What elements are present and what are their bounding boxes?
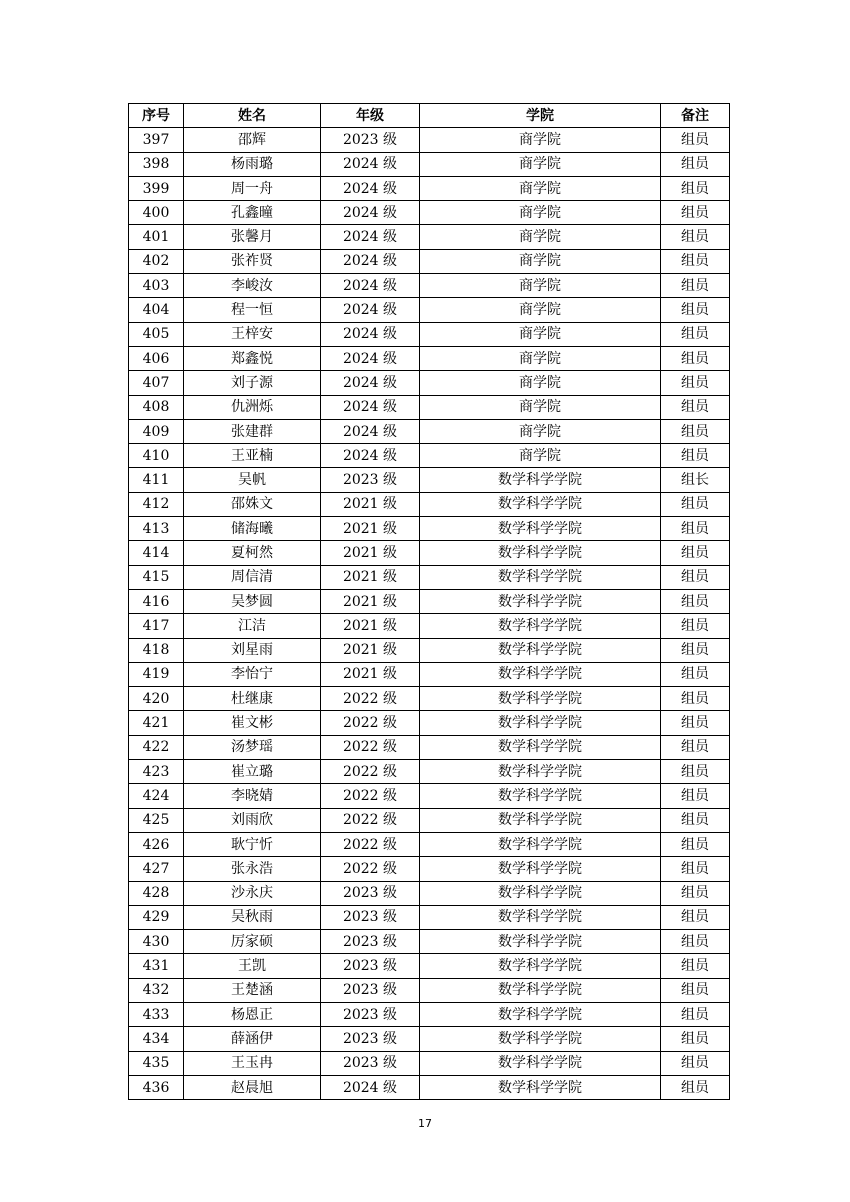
cell-name: 张祚贤	[184, 249, 321, 273]
cell-seq: 398	[129, 152, 184, 176]
cell-name: 孔鑫曈	[184, 201, 321, 225]
cell-seq: 427	[129, 857, 184, 881]
cell-name: 王凯	[184, 954, 321, 978]
header-seq: 序号	[129, 104, 184, 128]
cell-name: 赵晨旭	[184, 1075, 321, 1099]
cell-college: 商学院	[420, 201, 661, 225]
cell-note: 组员	[661, 930, 730, 954]
cell-name: 张建群	[184, 419, 321, 443]
table-row	[129, 735, 730, 759]
cell-seq: 416	[129, 589, 184, 613]
cell-grade: 2024 级	[321, 346, 420, 370]
cell-name: 程一恒	[184, 298, 321, 322]
cell-note: 组员	[661, 857, 730, 881]
cell-college: 数学科学学院	[420, 735, 661, 759]
cell-seq: 408	[129, 395, 184, 419]
cell-grade: 2022 级	[321, 857, 420, 881]
cell-seq: 415	[129, 565, 184, 589]
cell-grade: 2022 级	[321, 832, 420, 856]
cell-college: 数学科学学院	[420, 1051, 661, 1075]
cell-seq: 411	[129, 468, 184, 492]
cell-college: 商学院	[420, 225, 661, 249]
table-row	[129, 784, 730, 808]
cell-note: 组员	[661, 565, 730, 589]
table-row	[129, 346, 730, 370]
table-row	[129, 857, 730, 881]
cell-note: 组员	[661, 128, 730, 152]
cell-note: 组员	[661, 492, 730, 516]
cell-college: 商学院	[420, 176, 661, 200]
cell-name: 吴帆	[184, 468, 321, 492]
cell-note: 组员	[661, 614, 730, 638]
cell-name: 周信清	[184, 565, 321, 589]
cell-grade: 2021 级	[321, 662, 420, 686]
cell-name: 邵姝文	[184, 492, 321, 516]
cell-grade: 2021 级	[321, 589, 420, 613]
cell-seq: 399	[129, 176, 184, 200]
cell-note: 组员	[661, 249, 730, 273]
cell-name: 仇洲烁	[184, 395, 321, 419]
table-row	[129, 468, 730, 492]
cell-note: 组员	[661, 954, 730, 978]
cell-seq: 397	[129, 128, 184, 152]
header-college: 学院	[420, 104, 661, 128]
cell-name: 杜继康	[184, 687, 321, 711]
cell-grade: 2024 级	[321, 152, 420, 176]
cell-grade: 2021 级	[321, 638, 420, 662]
cell-note: 组员	[661, 687, 730, 711]
cell-grade: 2024 级	[321, 225, 420, 249]
cell-grade: 2022 级	[321, 760, 420, 784]
cell-grade: 2023 级	[321, 1027, 420, 1051]
cell-seq: 430	[129, 930, 184, 954]
cell-college: 数学科学学院	[420, 468, 661, 492]
table-row	[129, 322, 730, 346]
cell-grade: 2023 级	[321, 930, 420, 954]
cell-grade: 2023 级	[321, 881, 420, 905]
cell-grade: 2022 级	[321, 711, 420, 735]
cell-college: 数学科学学院	[420, 565, 661, 589]
cell-seq: 425	[129, 808, 184, 832]
cell-college: 商学院	[420, 419, 661, 443]
cell-note: 组员	[661, 978, 730, 1002]
cell-college: 商学院	[420, 274, 661, 298]
table-row	[129, 930, 730, 954]
cell-name: 吴秋雨	[184, 905, 321, 929]
cell-grade: 2021 级	[321, 517, 420, 541]
table-row	[129, 371, 730, 395]
cell-name: 杨雨璐	[184, 152, 321, 176]
cell-seq: 400	[129, 201, 184, 225]
cell-college: 数学科学学院	[420, 638, 661, 662]
cell-seq: 434	[129, 1027, 184, 1051]
table-row	[129, 249, 730, 273]
table-row	[129, 638, 730, 662]
cell-seq: 421	[129, 711, 184, 735]
cell-seq: 435	[129, 1051, 184, 1075]
cell-seq: 406	[129, 346, 184, 370]
cell-seq: 409	[129, 419, 184, 443]
cell-note: 组员	[661, 176, 730, 200]
cell-name: 厉家硕	[184, 930, 321, 954]
cell-college: 数学科学学院	[420, 517, 661, 541]
table-row	[129, 954, 730, 978]
cell-grade: 2024 级	[321, 419, 420, 443]
header-row	[129, 104, 730, 128]
cell-college: 数学科学学院	[420, 832, 661, 856]
cell-note: 组员	[661, 711, 730, 735]
cell-note: 组员	[661, 395, 730, 419]
cell-college: 商学院	[420, 152, 661, 176]
cell-grade: 2022 级	[321, 808, 420, 832]
table-row	[129, 128, 730, 152]
table-row	[129, 1027, 730, 1051]
cell-note: 组员	[661, 784, 730, 808]
cell-seq: 423	[129, 760, 184, 784]
cell-seq: 436	[129, 1075, 184, 1099]
cell-seq: 414	[129, 541, 184, 565]
table-row	[129, 978, 730, 1002]
cell-name: 刘子源	[184, 371, 321, 395]
table-row	[129, 662, 730, 686]
cell-grade: 2024 级	[321, 298, 420, 322]
cell-note: 组员	[661, 1075, 730, 1099]
cell-grade: 2023 级	[321, 954, 420, 978]
cell-note: 组员	[661, 832, 730, 856]
cell-note: 组员	[661, 808, 730, 832]
cell-college: 商学院	[420, 249, 661, 273]
cell-name: 刘雨欣	[184, 808, 321, 832]
cell-college: 商学院	[420, 346, 661, 370]
cell-name: 储海曦	[184, 517, 321, 541]
cell-name: 邵辉	[184, 128, 321, 152]
cell-seq: 410	[129, 444, 184, 468]
cell-seq: 426	[129, 832, 184, 856]
cell-name: 刘星雨	[184, 638, 321, 662]
cell-seq: 402	[129, 249, 184, 273]
cell-name: 崔立璐	[184, 760, 321, 784]
cell-college: 数学科学学院	[420, 930, 661, 954]
cell-name: 张永浩	[184, 857, 321, 881]
table-row	[129, 1051, 730, 1075]
cell-seq: 401	[129, 225, 184, 249]
table-row	[129, 808, 730, 832]
cell-note: 组员	[661, 638, 730, 662]
cell-grade: 2024 级	[321, 274, 420, 298]
cell-seq: 413	[129, 517, 184, 541]
cell-college: 商学院	[420, 128, 661, 152]
cell-college: 数学科学学院	[420, 905, 661, 929]
cell-seq: 433	[129, 1002, 184, 1026]
cell-seq: 417	[129, 614, 184, 638]
table-row	[129, 274, 730, 298]
cell-college: 数学科学学院	[420, 614, 661, 638]
table-header	[129, 104, 730, 128]
cell-seq: 412	[129, 492, 184, 516]
cell-note: 组员	[661, 662, 730, 686]
cell-seq: 428	[129, 881, 184, 905]
cell-note: 组员	[661, 1051, 730, 1075]
cell-college: 商学院	[420, 444, 661, 468]
member-table	[128, 103, 730, 1100]
cell-seq: 405	[129, 322, 184, 346]
cell-grade: 2022 级	[321, 735, 420, 759]
table-row	[129, 565, 730, 589]
cell-college: 数学科学学院	[420, 492, 661, 516]
cell-name: 王梓安	[184, 322, 321, 346]
cell-college: 数学科学学院	[420, 1002, 661, 1026]
cell-college: 数学科学学院	[420, 687, 661, 711]
cell-note: 组员	[661, 589, 730, 613]
table-row	[129, 152, 730, 176]
cell-name: 李峻汝	[184, 274, 321, 298]
cell-seq: 420	[129, 687, 184, 711]
cell-seq: 422	[129, 735, 184, 759]
cell-name: 夏柯然	[184, 541, 321, 565]
cell-college: 数学科学学院	[420, 1075, 661, 1099]
cell-grade: 2024 级	[321, 176, 420, 200]
table-row	[129, 832, 730, 856]
cell-grade: 2023 级	[321, 128, 420, 152]
cell-college: 数学科学学院	[420, 1027, 661, 1051]
header-name: 姓名	[184, 104, 321, 128]
cell-seq: 429	[129, 905, 184, 929]
table-row	[129, 395, 730, 419]
table-body	[129, 128, 730, 1100]
cell-note: 组员	[661, 760, 730, 784]
cell-note: 组员	[661, 541, 730, 565]
cell-grade: 2024 级	[321, 201, 420, 225]
cell-seq: 419	[129, 662, 184, 686]
cell-college: 商学院	[420, 322, 661, 346]
cell-grade: 2021 级	[321, 614, 420, 638]
cell-college: 数学科学学院	[420, 808, 661, 832]
cell-note: 组员	[661, 298, 730, 322]
cell-note: 组员	[661, 371, 730, 395]
cell-note: 组员	[661, 735, 730, 759]
cell-note: 组员	[661, 152, 730, 176]
cell-seq: 407	[129, 371, 184, 395]
cell-seq: 403	[129, 274, 184, 298]
table-row	[129, 298, 730, 322]
cell-seq: 404	[129, 298, 184, 322]
page-number: 17	[418, 1117, 432, 1130]
cell-grade: 2024 级	[321, 322, 420, 346]
cell-seq: 432	[129, 978, 184, 1002]
cell-grade: 2023 级	[321, 1002, 420, 1026]
cell-name: 周一舟	[184, 176, 321, 200]
cell-note: 组员	[661, 225, 730, 249]
cell-college: 数学科学学院	[420, 881, 661, 905]
table-row	[129, 1075, 730, 1099]
table-row	[129, 176, 730, 200]
cell-name: 江洁	[184, 614, 321, 638]
cell-grade: 2021 级	[321, 541, 420, 565]
cell-college: 数学科学学院	[420, 662, 661, 686]
cell-note: 组员	[661, 881, 730, 905]
cell-grade: 2022 级	[321, 784, 420, 808]
header-note: 备注	[661, 104, 730, 128]
cell-grade: 2023 级	[321, 905, 420, 929]
cell-note: 组员	[661, 517, 730, 541]
cell-name: 崔文彬	[184, 711, 321, 735]
table-row	[129, 517, 730, 541]
cell-name: 沙永庆	[184, 881, 321, 905]
cell-name: 李怡宁	[184, 662, 321, 686]
cell-name: 吴梦圆	[184, 589, 321, 613]
cell-name: 杨恩正	[184, 1002, 321, 1026]
cell-name: 李晓婧	[184, 784, 321, 808]
table-row	[129, 881, 730, 905]
cell-grade: 2024 级	[321, 371, 420, 395]
cell-name: 张馨月	[184, 225, 321, 249]
cell-college: 数学科学学院	[420, 857, 661, 881]
table-row	[129, 760, 730, 784]
cell-name: 汤梦瑶	[184, 735, 321, 759]
cell-college: 商学院	[420, 371, 661, 395]
cell-college: 商学院	[420, 395, 661, 419]
cell-note: 组员	[661, 201, 730, 225]
cell-college: 数学科学学院	[420, 711, 661, 735]
cell-college: 数学科学学院	[420, 784, 661, 808]
table-row	[129, 419, 730, 443]
cell-grade: 2024 级	[321, 1075, 420, 1099]
cell-seq: 424	[129, 784, 184, 808]
cell-note: 组员	[661, 1027, 730, 1051]
cell-note: 组员	[661, 322, 730, 346]
cell-note: 组长	[661, 468, 730, 492]
cell-college: 数学科学学院	[420, 978, 661, 1002]
table-row	[129, 687, 730, 711]
cell-college: 数学科学学院	[420, 541, 661, 565]
cell-note: 组员	[661, 444, 730, 468]
cell-name: 耿宁忻	[184, 832, 321, 856]
cell-name: 薛涵伊	[184, 1027, 321, 1051]
cell-name: 王楚涵	[184, 978, 321, 1002]
cell-seq: 418	[129, 638, 184, 662]
cell-grade: 2021 级	[321, 492, 420, 516]
table-row	[129, 541, 730, 565]
cell-grade: 2024 级	[321, 395, 420, 419]
cell-note: 组员	[661, 274, 730, 298]
cell-grade: 2023 级	[321, 978, 420, 1002]
table-row	[129, 614, 730, 638]
cell-college: 数学科学学院	[420, 954, 661, 978]
table-row	[129, 589, 730, 613]
cell-grade: 2023 级	[321, 1051, 420, 1075]
table-row	[129, 711, 730, 735]
cell-grade: 2022 级	[321, 687, 420, 711]
cell-college: 数学科学学院	[420, 760, 661, 784]
cell-grade: 2021 级	[321, 565, 420, 589]
table-row	[129, 492, 730, 516]
cell-grade: 2023 级	[321, 468, 420, 492]
cell-note: 组员	[661, 905, 730, 929]
table-row	[129, 1002, 730, 1026]
table-row	[129, 444, 730, 468]
cell-college: 数学科学学院	[420, 589, 661, 613]
cell-grade: 2024 级	[321, 249, 420, 273]
cell-note: 组员	[661, 419, 730, 443]
table-row	[129, 905, 730, 929]
cell-name: 郑鑫悦	[184, 346, 321, 370]
cell-seq: 431	[129, 954, 184, 978]
cell-name: 王亚楠	[184, 444, 321, 468]
cell-note: 组员	[661, 346, 730, 370]
cell-college: 商学院	[420, 298, 661, 322]
cell-grade: 2024 级	[321, 444, 420, 468]
table-row	[129, 201, 730, 225]
cell-name: 王玉冉	[184, 1051, 321, 1075]
cell-note: 组员	[661, 1002, 730, 1026]
table-row	[129, 225, 730, 249]
header-grade: 年级	[321, 104, 420, 128]
